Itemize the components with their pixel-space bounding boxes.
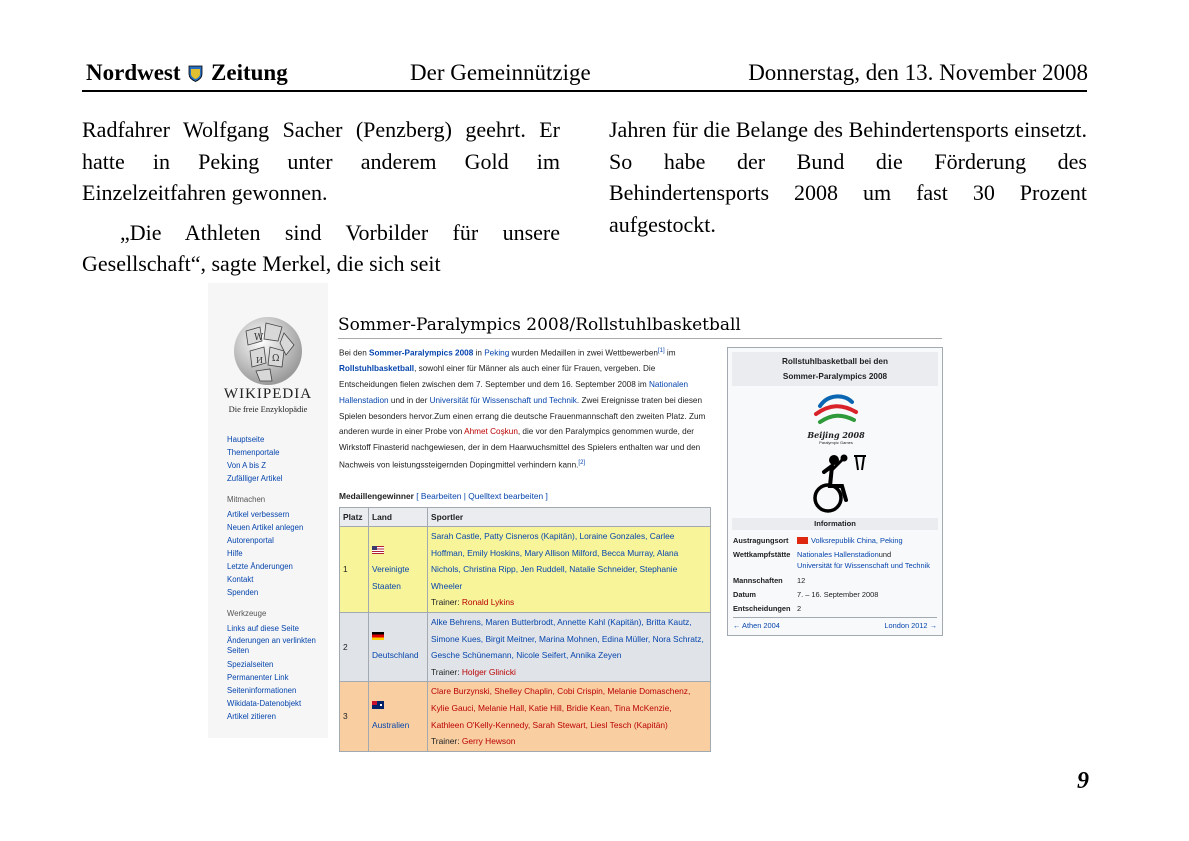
wiki-tagline: Die freie Enzyklopädie [228, 404, 308, 414]
trainer-link[interactable]: Holger Glinicki [461, 666, 516, 677]
athletes-list[interactable]: Clare Burzynski, Shelley Chaplin, Cobi Crispin, Melanie Domaschenz, Kylie Gauci, Melanie Hall, Katie Hill, Bridie Kean, Tina McKenzie, Kathleen O'Kelly-Kennedy, Sarah Stewart, Liesl Tesch (Kapitän) [431, 686, 691, 730]
intro-text: . Zwei Ereignisse traten bei diesen Spielen besonders hervor.Zum einen errang die deutsche Frauenmannschaft den zweiten Platz. Zum anderen wurde in einer Probe von [339, 395, 706, 437]
nav-link[interactable]: Kontakt [227, 575, 254, 584]
reference-link[interactable]: [1] [657, 348, 665, 354]
intro-text: wurden Medaillen in zwei Wettbewerben [509, 348, 658, 358]
nav-link[interactable]: Hauptseite [227, 435, 265, 444]
svg-text:W: W [254, 333, 264, 343]
row-value-link[interactable]: Volksrepublik China, Peking [811, 536, 903, 545]
infobox [727, 347, 943, 636]
country-link[interactable]: Australien [372, 719, 410, 730]
row-value-link[interactable]: Universität für Wissenschaft und Technik [797, 561, 930, 570]
svg-text:Ω: Ω [272, 354, 280, 364]
nav-link[interactable]: Letzte Änderungen [227, 562, 293, 571]
wikipedia-screenshot [208, 283, 942, 783]
athletes-list[interactable]: Sarah Castle, Patty Cisneros (Kapitän), Loraine Gonzales, Carlee Hoffman, Emily Hoskins, Mary Allison Milford, Becca Murray, Alana Nichols, Christina Ripp, Jen Ruddell, Natalie Schneider, Stephanie Wheeler [431, 531, 679, 591]
intro-text: , sowohl einer für Männer als auch einer für Frauen, vergeben. Die Entscheidungen fielen zwischen dem 7. September und dem 16. September 2008 im [339, 364, 656, 390]
infobox-row [733, 535, 937, 546]
header-rule [82, 90, 1087, 92]
header-subtitle: Der Gemeinnützige [410, 60, 591, 85]
row-value: 7. – 16. September 2008 [797, 590, 879, 599]
column-header: Platz [340, 508, 369, 527]
nav-link[interactable]: Von A bis Z [227, 461, 267, 470]
place-cell: 3 [340, 682, 369, 751]
country-cell [369, 682, 428, 751]
trainer-link[interactable]: Gerry Hewson [461, 736, 516, 747]
trainer-label: Trainer: [431, 736, 462, 747]
nav-link[interactable]: Wikidata-Datenobjekt [227, 699, 302, 708]
nav-link[interactable]: Links auf diese Seite [227, 624, 299, 633]
row-label: Mannschaften [733, 576, 783, 585]
table-row [340, 682, 711, 751]
row-value-text: und [878, 550, 892, 559]
article-column-2 [609, 114, 1087, 248]
row-label: Wettkampfstätte [733, 550, 791, 559]
country-cell [369, 527, 428, 613]
svg-text:И: И [256, 356, 263, 365]
country-link[interactable]: Deutschland [372, 650, 419, 661]
row-value-link[interactable]: Nationales Hallenstadion [797, 550, 879, 559]
trainer-link[interactable]: Ronald Lykins [461, 597, 515, 608]
reference-link[interactable]: [2] [578, 459, 586, 466]
infobox-title-line: Sommer-Paralympics 2008 [782, 372, 888, 381]
wiki-article-title: Sommer-Paralympics 2008/Rollstuhlbasketball [338, 315, 741, 335]
paragraph: Jahren für die Belange des Behindertensports einsetzt. So habe der Bund die Förderung des Behindertensports 2008 um fast 30 Prozent aufgestockt. [609, 117, 1087, 237]
wiki-brand: WIKIPEDIA [223, 386, 313, 402]
wheelchair-basketball-icon [802, 452, 872, 514]
title-rule [338, 338, 942, 339]
link-universitaet[interactable]: Universität für Wissenschaft und Technik [429, 395, 577, 405]
logo-subtext: Paralympic Games [819, 440, 853, 445]
beijing-paralympics-logo [806, 390, 866, 450]
row-label: Datum [733, 590, 756, 599]
table-header-row [340, 508, 711, 527]
newspaper-header [86, 58, 1088, 88]
nav-heading: Mitmachen [227, 495, 266, 504]
paragraph: Radfahrer Wolfgang Sacher (Penzberg) geehrt. Er hatte in Peking unter anderem Gold im Einzelzeitfahren gewonnen. [82, 117, 560, 205]
wiki-nav-main [227, 433, 322, 723]
article-column-1 [82, 114, 560, 288]
wiki-intro [339, 344, 714, 473]
nav-link[interactable]: Seiteninformationen [227, 686, 297, 695]
trainer-label: Trainer: [431, 666, 462, 677]
china-flag-icon [797, 537, 808, 544]
page-number: 9 [1077, 768, 1089, 794]
masthead [86, 60, 288, 86]
nav-link[interactable]: Themenportale [227, 448, 280, 457]
intro-text: in [473, 348, 485, 358]
nav-link[interactable]: Artikel verbessern [227, 510, 290, 519]
intro-text: und in der [388, 395, 430, 405]
place-cell: 1 [340, 527, 369, 613]
masthead-word-2: Zeitung [211, 60, 288, 85]
crest-icon [188, 62, 203, 79]
nav-link[interactable]: Spezialseiten [227, 660, 274, 669]
athletes-cell [428, 527, 711, 613]
column-header: Land [369, 508, 428, 527]
link-hallenstadion[interactable]: Nationalen Hallenstadion [339, 380, 689, 405]
paragraph: „Die Athleten sind Vorbilder für unsere Gesellschaft“, sagte Merkel, die sich seit [82, 219, 560, 276]
place-cell: 2 [340, 612, 369, 681]
infobox-navigation [733, 617, 937, 630]
nav-link[interactable]: Hilfe [227, 549, 243, 558]
medal-table [339, 507, 711, 752]
athletes-cell [428, 612, 711, 681]
wiki-sidebar [208, 283, 328, 738]
wikipedia-globe-icon [226, 311, 310, 395]
nav-link[interactable]: Artikel zitieren [227, 712, 276, 721]
infobox-row [733, 603, 937, 614]
row-value: 2 [797, 604, 802, 613]
edit-links[interactable]: [ Bearbeiten | Quelltext bearbeiten ] [416, 491, 548, 501]
table-row [340, 612, 711, 681]
intro-text: im [664, 348, 676, 358]
row-value: 12 [797, 576, 806, 585]
medal-heading: Medaillengewinner [339, 491, 414, 501]
nav-link[interactable]: Änderungen an verlinkten Seiten [227, 636, 316, 655]
nav-link[interactable]: Zufälliger Artikel [227, 474, 283, 483]
trainer-label: Trainer: [431, 597, 462, 608]
medal-heading-line [339, 491, 548, 501]
row-label: Entscheidungen [733, 604, 791, 613]
row-label: Austragungsort [733, 536, 789, 545]
usa-flag-icon [372, 546, 384, 554]
nav-link[interactable]: Spenden [227, 588, 259, 597]
infobox-row [733, 575, 937, 586]
country-link[interactable]: Vereinigte Staaten [372, 564, 410, 591]
column-header: Sportler [428, 508, 711, 527]
link-peking[interactable]: Peking [484, 348, 510, 358]
next-games-link[interactable]: London 2012 → [884, 621, 937, 630]
link-paralympics[interactable]: Sommer-Paralympics 2008 [369, 348, 474, 358]
athletes-cell [428, 682, 711, 751]
country-cell [369, 612, 428, 681]
infobox-row [733, 589, 937, 600]
intro-text: , die vor den Paralympics genommen wurde, der Wirkstoff Finasterid nachgewiesen, der in dem Haarwuchsmittel des Spielers enthalten war und den Nachweis von leistungssteigernden Dopingmittel verhindern kann. [339, 427, 701, 470]
prev-games-link[interactable]: ← Athen 2004 [733, 621, 780, 630]
infobox-title-line: Rollstuhlbasketball bei den [781, 357, 888, 366]
nav-heading: Werkzeuge [227, 609, 267, 618]
link-ahmet-coskun[interactable]: Ahmet Coşkun [464, 427, 518, 437]
nav-link[interactable]: Permanenter Link [227, 673, 289, 682]
nav-link[interactable]: Autorenportal [227, 536, 274, 545]
infobox-title [732, 352, 938, 386]
table-row [340, 527, 711, 613]
nav-link[interactable]: Neuen Artikel anlegen [227, 523, 304, 532]
link-rollstuhlbasketball[interactable]: Rollstuhlbasketball [339, 364, 415, 374]
masthead-word-1: Nordwest [86, 60, 181, 85]
germany-flag-icon [372, 632, 384, 640]
logo-text: Beijing 2008 [807, 430, 865, 440]
australia-flag-icon [372, 701, 384, 709]
infobox-row [733, 549, 937, 571]
infobox-section-heading: Information [732, 518, 938, 530]
intro-text: Bei den [339, 348, 370, 358]
athletes-list[interactable]: Alke Behrens, Maren Butterbrodt, Annette Kahl (Kapitän), Britta Kautz, Simone Kues, Birgit Meitner, Marina Mohnen, Edina Müller, Nora Schratz, Gesche Schünemann, Nicole Seifert, Annika Zeyen [431, 616, 704, 661]
header-date: Donnerstag, den 13. November 2008 [748, 60, 1088, 85]
